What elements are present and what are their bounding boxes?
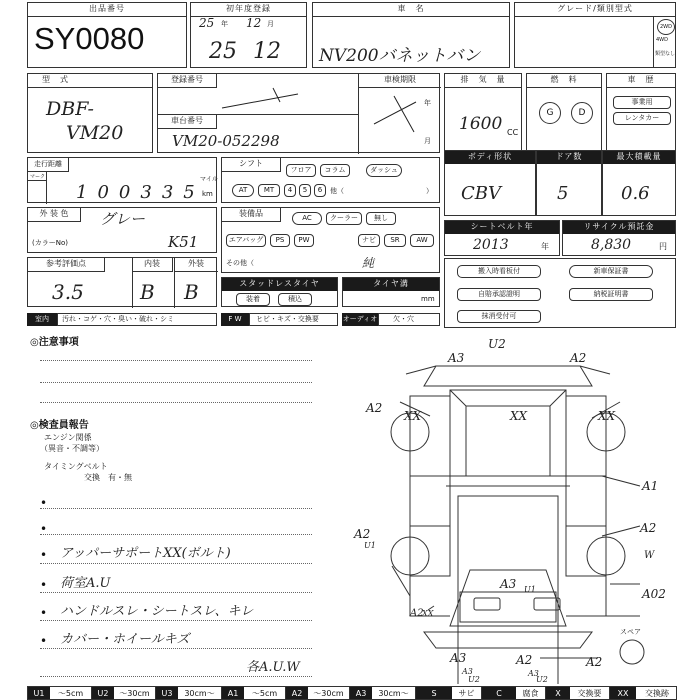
registration-box bbox=[157, 73, 440, 153]
report-line-6 bbox=[40, 648, 312, 649]
mileage-digit: 1 bbox=[76, 182, 98, 203]
mileage-digit: 3 bbox=[140, 182, 162, 203]
diagram-mark: U2 bbox=[488, 337, 506, 351]
month-char: 月 bbox=[267, 20, 274, 28]
report-line-3 bbox=[40, 563, 312, 564]
fuel-diesel: D bbox=[571, 102, 593, 124]
chassis-number-label: 車台番号 bbox=[158, 114, 217, 129]
legend-code: A2 bbox=[286, 687, 308, 700]
legend-text: 〜5cm bbox=[50, 687, 92, 700]
color-box bbox=[27, 207, 217, 253]
diagram-mark: A3 bbox=[528, 669, 539, 678]
mileage-label: 走行距離 bbox=[28, 158, 69, 172]
diagram-mark: W bbox=[644, 550, 655, 561]
diagram-mark: A3 bbox=[448, 351, 465, 365]
mileage-mark: マーク bbox=[30, 174, 46, 180]
displacement-value: 1600 bbox=[459, 114, 503, 134]
mileage-digit: 0 bbox=[97, 182, 119, 203]
doors-box bbox=[536, 150, 602, 216]
notes-line-3 bbox=[40, 402, 312, 403]
equip-cooler: クーラー bbox=[326, 212, 362, 225]
first-registration-month-small: 12 bbox=[246, 16, 262, 30]
capacity-label: 最大積載量 bbox=[603, 151, 675, 164]
model-value-line2: VM20 bbox=[66, 122, 124, 144]
diagram-mark: U1 bbox=[524, 585, 536, 594]
fuel-label: 燃 料 bbox=[527, 74, 601, 88]
equip-navi: ナビ bbox=[358, 234, 380, 247]
report-line-4 bbox=[40, 592, 312, 593]
model-label: 型 式 bbox=[28, 74, 152, 88]
notes-line-1 bbox=[40, 360, 312, 361]
score-value: 3.5 bbox=[52, 280, 84, 304]
shift-at: AT bbox=[232, 184, 254, 197]
diagram-mark: A2 bbox=[366, 401, 383, 415]
seatbelt-unit: 年 bbox=[541, 242, 549, 251]
chassis-number-value: VM20-052298 bbox=[172, 132, 280, 150]
report-line-5 bbox=[40, 620, 312, 621]
lot-number-box bbox=[27, 2, 187, 68]
diagram-mark: XX bbox=[422, 609, 434, 618]
report-entry-5: 各A.U.W bbox=[246, 660, 300, 675]
shift-column: コラム bbox=[320, 164, 350, 177]
doors-value: 5 bbox=[557, 183, 569, 204]
legend-text: 交換跡 bbox=[636, 687, 677, 700]
recycle-value: 8,830 bbox=[591, 237, 632, 253]
studless-label: スタッドレスタイヤ bbox=[222, 278, 337, 291]
fw-bar-label: F W bbox=[221, 313, 249, 326]
shift-mt: MT bbox=[258, 184, 280, 197]
documents-box bbox=[444, 258, 676, 328]
legend-code: U2 bbox=[92, 687, 114, 700]
legend-code: A3 bbox=[350, 687, 372, 700]
studless-fitted: 装着 bbox=[236, 293, 270, 306]
capacity-value: 0.6 bbox=[621, 183, 650, 204]
recycle-box bbox=[562, 220, 676, 256]
color-label: 外 装 色 bbox=[28, 208, 81, 222]
legend-code: XX bbox=[610, 687, 636, 700]
diagram-mark: U1 bbox=[364, 541, 376, 550]
report-line-2 bbox=[40, 534, 312, 535]
legend-text: 30cm〜 bbox=[178, 687, 222, 700]
diagram-mark: A1 bbox=[642, 479, 659, 493]
doors-label: ドア数 bbox=[537, 151, 601, 164]
bullet: • bbox=[40, 522, 48, 536]
history-business: 事業用 bbox=[613, 96, 671, 109]
first-registration-label: 初年度登録 bbox=[191, 3, 306, 17]
equip-other-value: 純 bbox=[362, 256, 375, 270]
legend-text: 腐食 bbox=[516, 687, 546, 700]
model-value-line1: DBF- bbox=[46, 98, 94, 120]
doc-tax: 納税証明書 bbox=[569, 288, 653, 301]
diagram-mark: A2 bbox=[354, 527, 371, 541]
equipment-label: 装備品 bbox=[222, 208, 281, 222]
equip-sr: SR bbox=[384, 234, 406, 247]
shift-5: 5 bbox=[299, 184, 311, 197]
history-box bbox=[606, 73, 676, 153]
equip-airbag: エアバッグ bbox=[226, 234, 266, 247]
doc-cancel: 抹消受付可 bbox=[457, 310, 541, 323]
color-code: K51 bbox=[168, 233, 199, 251]
legend-code: U3 bbox=[156, 687, 178, 700]
tire-label: タイヤ溝 bbox=[343, 278, 439, 291]
shift-other-close: ） bbox=[426, 187, 433, 195]
notes-title: ◎注意事項 bbox=[30, 337, 79, 348]
inspector-title: ◎検査員報告 bbox=[30, 420, 89, 431]
doc-insurance: 自賠承認證明 bbox=[457, 288, 541, 301]
capacity-box bbox=[602, 150, 676, 216]
exterior-value: B bbox=[184, 280, 199, 304]
legend-code: U1 bbox=[28, 687, 50, 700]
inspector-engine: エンジン関係 bbox=[44, 433, 92, 442]
doc-warranty: 新車保証書 bbox=[569, 265, 653, 278]
bullet: • bbox=[40, 578, 48, 592]
lot-number-label: 出品番号 bbox=[28, 3, 186, 17]
legend-text: 〜5cm bbox=[244, 687, 286, 700]
equip-other: その他（ bbox=[226, 259, 254, 267]
mileage-unit-km: km bbox=[202, 190, 213, 198]
tire-unit: mm bbox=[421, 295, 435, 303]
displacement-box bbox=[444, 73, 522, 153]
diagram-mark: U2 bbox=[536, 675, 548, 684]
diagram-mark: XX bbox=[598, 409, 616, 423]
legend-code: A1 bbox=[222, 687, 244, 700]
diagram-mark: A3 bbox=[450, 651, 467, 665]
shift-6: 6 bbox=[314, 184, 326, 197]
year-char: 年 bbox=[221, 20, 228, 28]
shift-other: 他（ bbox=[330, 187, 344, 195]
inspector-timing-sub: 交換 有・無 bbox=[84, 473, 132, 482]
fuel-gasoline: G bbox=[539, 102, 561, 124]
legend-code: S bbox=[416, 687, 452, 700]
report-entry-3: ハンドルスレ・シートスレ、キレ bbox=[60, 604, 254, 619]
bullet: • bbox=[40, 496, 48, 510]
car-damage-diagram bbox=[340, 336, 690, 684]
fw-bar-text: ヒビ・キズ・交換要 bbox=[249, 313, 338, 326]
badge-no-type: 類型なし bbox=[655, 51, 676, 57]
shift-floor: フロア bbox=[286, 164, 316, 177]
body-type-value: CBV bbox=[461, 183, 501, 204]
equip-aw: AW bbox=[410, 234, 434, 247]
inspector-engine-sub: （異音・不調等） bbox=[40, 444, 104, 453]
score-label: 参考評価点 bbox=[28, 258, 105, 272]
diagram-mark: XX bbox=[404, 409, 422, 423]
diagram-mark: A2 bbox=[516, 653, 533, 667]
fuel-box bbox=[526, 73, 602, 153]
equipment-box bbox=[221, 207, 440, 273]
legend-text: 〜30cm bbox=[308, 687, 350, 700]
damage-legend bbox=[27, 686, 677, 700]
interior-value: B bbox=[140, 280, 155, 304]
lot-number-value: SY0080 bbox=[34, 21, 145, 56]
diagram-mark: A3 bbox=[462, 667, 473, 676]
tire-box bbox=[342, 277, 440, 307]
grade-box bbox=[514, 2, 676, 68]
registration-number-label: 登録番号 bbox=[158, 74, 217, 88]
interior-label: 内装 bbox=[132, 258, 173, 272]
bullet: • bbox=[40, 606, 48, 620]
car-name-value: NV200バネットバン bbox=[319, 46, 481, 66]
studless-box bbox=[221, 277, 338, 307]
displacement-unit: CC bbox=[507, 128, 519, 137]
displacement-label: 排 気 量 bbox=[445, 74, 521, 88]
first-registration-era: 25 bbox=[199, 16, 215, 30]
equip-ac: AC bbox=[292, 212, 322, 225]
equip-ps: PS bbox=[270, 234, 290, 247]
car-name-label: 車 名 bbox=[313, 3, 509, 17]
body-type-box bbox=[444, 150, 536, 216]
mileage-digit: 5 bbox=[183, 182, 205, 203]
first-registration-box bbox=[190, 2, 307, 68]
mark-divider bbox=[28, 180, 46, 181]
diagram-mark: A2 bbox=[640, 521, 657, 535]
recycle-label: リサイクル預託金 bbox=[563, 221, 675, 234]
diagram-mark: A2 bbox=[410, 608, 424, 619]
badge-2wd: 2WD bbox=[657, 19, 675, 35]
shift-label: シフト bbox=[222, 158, 281, 172]
first-registration-year-big: 25 bbox=[209, 39, 237, 64]
equip-pw: PW bbox=[294, 234, 314, 247]
diagram-mark: A3 bbox=[500, 577, 517, 591]
bullet: • bbox=[40, 634, 48, 648]
report-line-7 bbox=[40, 676, 312, 677]
score-box bbox=[27, 257, 217, 307]
history-label: 車 歴 bbox=[607, 74, 675, 88]
legend-text: 〜30cm bbox=[114, 687, 156, 700]
legend-text: 30cm〜 bbox=[372, 687, 416, 700]
shift-box bbox=[221, 157, 440, 203]
first-registration-month-big: 12 bbox=[253, 39, 281, 64]
inspection-month: 月 bbox=[424, 137, 431, 145]
grade-label: グレード/類別型式 bbox=[515, 3, 675, 17]
car-name-box bbox=[312, 2, 510, 68]
interior-bar-text: 汚れ・コゲ・穴・臭い・破れ・シミ bbox=[57, 313, 217, 326]
color-value: グレー bbox=[100, 210, 146, 228]
diagram-mark: U2 bbox=[468, 675, 480, 684]
interior-bar-label: 室内 bbox=[27, 313, 57, 326]
inspection-year: 年 bbox=[424, 99, 431, 107]
legend-code: X bbox=[546, 687, 570, 700]
mileage-unit-mile: マイル bbox=[200, 176, 218, 183]
model-box bbox=[27, 73, 153, 153]
mileage-digit: 3 bbox=[161, 182, 184, 203]
report-entry-2: 荷室A.U bbox=[60, 576, 111, 591]
seatbelt-box bbox=[444, 220, 560, 256]
exterior-label: 外装 bbox=[174, 258, 218, 272]
shift-4: 4 bbox=[284, 184, 296, 197]
inspector-timing: タイミングベルト bbox=[44, 462, 108, 471]
legend-text: 交換要 bbox=[570, 687, 610, 700]
audio-bar-label: オーディオ bbox=[342, 313, 378, 326]
notes-line-2 bbox=[40, 382, 312, 383]
diagram-mark: A02 bbox=[642, 587, 666, 601]
diagram-mark: A2 bbox=[570, 351, 587, 365]
color-code-label: (カラーNo) bbox=[32, 239, 68, 247]
equip-none: 無し bbox=[366, 212, 396, 225]
studless-loaded: 積込 bbox=[278, 293, 312, 306]
diagram-mark: XX bbox=[510, 409, 528, 423]
grade-badge-column bbox=[653, 17, 678, 67]
bullet: • bbox=[40, 548, 48, 562]
mileage-digit: 0 bbox=[118, 182, 141, 203]
diagram-mark: A2 bbox=[586, 655, 603, 669]
report-line-1 bbox=[40, 508, 312, 509]
report-entry-1: アッパーサポートXX(ボルト) bbox=[60, 546, 231, 561]
recycle-unit: 円 bbox=[659, 242, 667, 251]
badge-4wd: 4WD bbox=[656, 37, 668, 43]
report-entry-4: カバー・ホイールキズ bbox=[60, 632, 190, 647]
inspection-label: 車検期限 bbox=[359, 74, 441, 88]
seatbelt-label: シートベルト年 bbox=[445, 221, 559, 234]
history-rental: レンタカー bbox=[613, 112, 671, 125]
legend-code: C bbox=[482, 687, 516, 700]
mark-column bbox=[46, 172, 47, 204]
doc-signboard: 搬入時看板付 bbox=[457, 265, 541, 278]
audio-bar-text: 欠・穴 bbox=[378, 313, 440, 326]
seatbelt-value: 2013 bbox=[473, 237, 509, 253]
body-type-label: ボディ形状 bbox=[445, 151, 535, 164]
shift-dash: ダッシュ bbox=[366, 164, 402, 177]
mileage-box bbox=[27, 157, 217, 203]
mileage-digits bbox=[76, 182, 205, 203]
legend-text: サビ bbox=[452, 687, 482, 700]
spare-label: スペア bbox=[620, 628, 641, 636]
